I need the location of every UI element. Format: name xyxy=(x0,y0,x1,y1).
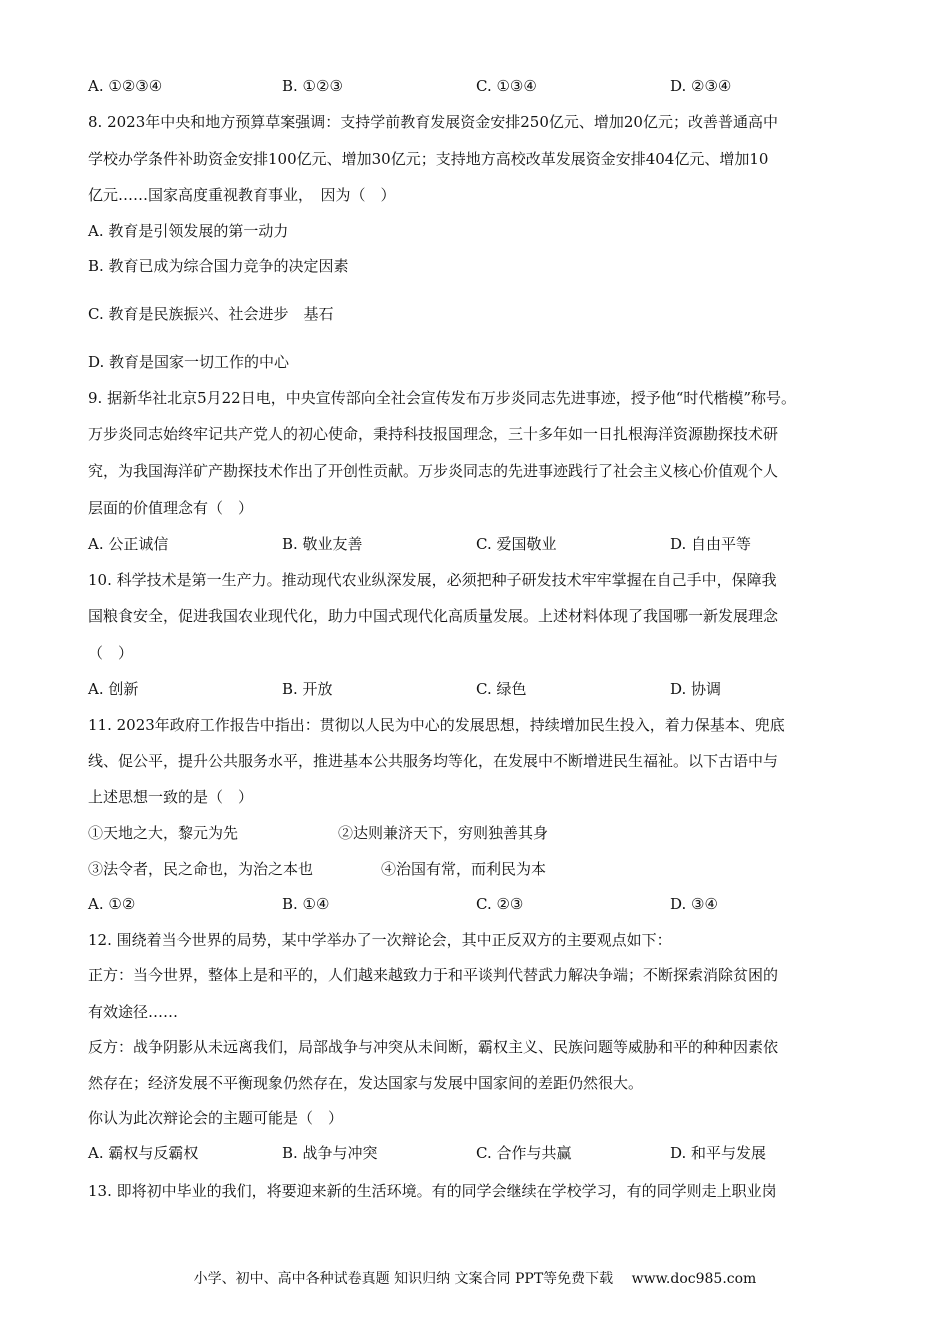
q12-stem-line: 反方：战争阴影从未远离我们，局部战争与冲突从未间断，霸权主义、民族问题等威胁和平的种种因素依 xyxy=(88,1038,779,1056)
q9-stem-line: 9. 据新华社北京5月22日电，中央宣传部向全社会宣传发布万步炎同志先进事迹，授予他“时代楷模”称号。 xyxy=(88,389,797,407)
q9-stem-line: 层面的价值理念有（ ） xyxy=(88,499,254,517)
q11-stem-line: 11. 2023年政府工作报告中指出：贯彻以人民为中心的发展思想，持续增加民生投入，着力保基本、兜底 xyxy=(88,716,785,734)
q12-option-a: A. 霸权与反霸权 xyxy=(88,1144,199,1162)
q7-option-d: D. ②③④ xyxy=(670,77,732,95)
q12-option-b: B. 战争与冲突 xyxy=(282,1144,378,1162)
q9-stem-line: 究，为我国海洋矿产勘探技术作出了开创性贡献。万步炎同志的先进事迹践行了社会主义核心价值观个人 xyxy=(88,462,779,480)
q8-option-d: D. 教育是国家一切工作的中心 xyxy=(88,353,290,371)
q8-option-a: A. 教育是引领发展的第一动力 xyxy=(88,222,289,240)
q11-option-a: A. ①② xyxy=(88,895,136,913)
q10-stem-line: 国粮食安全，促进我国农业现代化，助力中国式现代化高质量发展。上述材料体现了我国哪一新发展理念 xyxy=(88,607,779,625)
q10-option-c: C. 绿色 xyxy=(476,680,527,698)
q7-option-c: C. ①③④ xyxy=(476,77,537,95)
q9-option-c: C. 爱国敬业 xyxy=(476,535,557,553)
q12-stem-line: 你认为此次辩论会的主题可能是（ ） xyxy=(88,1109,344,1127)
q10-option-b: B. 开放 xyxy=(282,680,333,698)
q11-option-d: D. ③④ xyxy=(670,895,718,913)
q11-option-c: C. ②③ xyxy=(476,895,524,913)
q12-stem-line: 然存在；经济发展不平衡现象仍然存在，发达国家与发展中国家间的差距仍然很大。 xyxy=(88,1074,644,1092)
page-footer: 小学、初中、高中各种试卷真题 知识归纳 文案合同 PPT等免费下载 www.doc985.com xyxy=(193,1271,757,1287)
q11-item-2: ②达则兼济天下，穷则独善其身 xyxy=(338,824,549,842)
q10-option-d: D. 协调 xyxy=(670,680,722,698)
q11-option-b: B. ①④ xyxy=(282,895,330,913)
q11-item-4: ④治国有常，而利民为本 xyxy=(381,860,547,878)
q8-option-b: B. 教育已成为综合国力竞争的决定因素 xyxy=(88,257,349,275)
q9-stem-line: 万步炎同志始终牢记共产党人的初心使命，秉持科技报国理念，三十多年如一日扎根海洋资源勘探技术研 xyxy=(88,425,779,443)
q12-option-c: C. 合作与共赢 xyxy=(476,1144,572,1162)
q12-stem-line: 正方：当今世界，整体上是和平的，人们越来越致力于和平谈判代替武力解决争端；不断探索消除贫困的 xyxy=(88,966,779,984)
q7-option-a: A. ①②③④ xyxy=(88,77,163,95)
q12-stem-line: 12. 围绕着当今世界的局势，某中学举办了一次辩论会，其中正反双方的主要观点如下： xyxy=(88,931,672,949)
q8-stem-line: 学校办学条件补助资金安排100亿元、增加30亿元；支持地方高校改革发展资金安排404亿元、增加10 xyxy=(88,150,769,168)
q9-option-a: A. 公正诚信 xyxy=(88,535,169,553)
q9-option-b: B. 敬业友善 xyxy=(282,535,363,553)
q8-option-c: C. 教育是民族振兴、社会进步 基石 xyxy=(88,305,334,323)
q12-option-d: D. 和平与发展 xyxy=(670,1144,767,1162)
q11-stem-line: 线、促公平，提升公共服务水平，推进基本公共服务均等化，在发展中不断增进民生福祉。以下古语中与 xyxy=(88,752,779,770)
q12-stem-line: 有效途径…… xyxy=(88,1003,179,1021)
q11-item-1: ①天地之大，黎元为先 xyxy=(88,824,239,842)
q13-stem-line: 13. 即将初中毕业的我们，将要迎来新的生活环境。有的同学会继续在学校学习，有的同学则走上职业岗 xyxy=(88,1182,777,1200)
q11-stem-line: 上述思想一致的是（ ） xyxy=(88,788,254,806)
q8-stem-line: 亿元……国家高度重视教育事业， 因为（ ） xyxy=(88,186,396,204)
q9-option-d: D. 自由平等 xyxy=(670,535,752,553)
q10-stem-line: 10. 科学技术是第一生产力。推动现代农业纵深发展，必须把种子研发技术牢牢掌握在自己手中，保障我 xyxy=(88,571,777,589)
q7-option-b: B. ①②③ xyxy=(282,77,343,95)
q11-item-3: ③法令者，民之命也，为治之本也 xyxy=(88,860,314,878)
q8-stem-line: 8. 2023年中央和地方预算草案强调：支持学前教育发展资金安排250亿元、增加20亿元；改善普通高中 xyxy=(88,113,778,131)
q10-option-a: A. 创新 xyxy=(88,680,139,698)
q10-stem-line: （ ） xyxy=(88,644,134,662)
